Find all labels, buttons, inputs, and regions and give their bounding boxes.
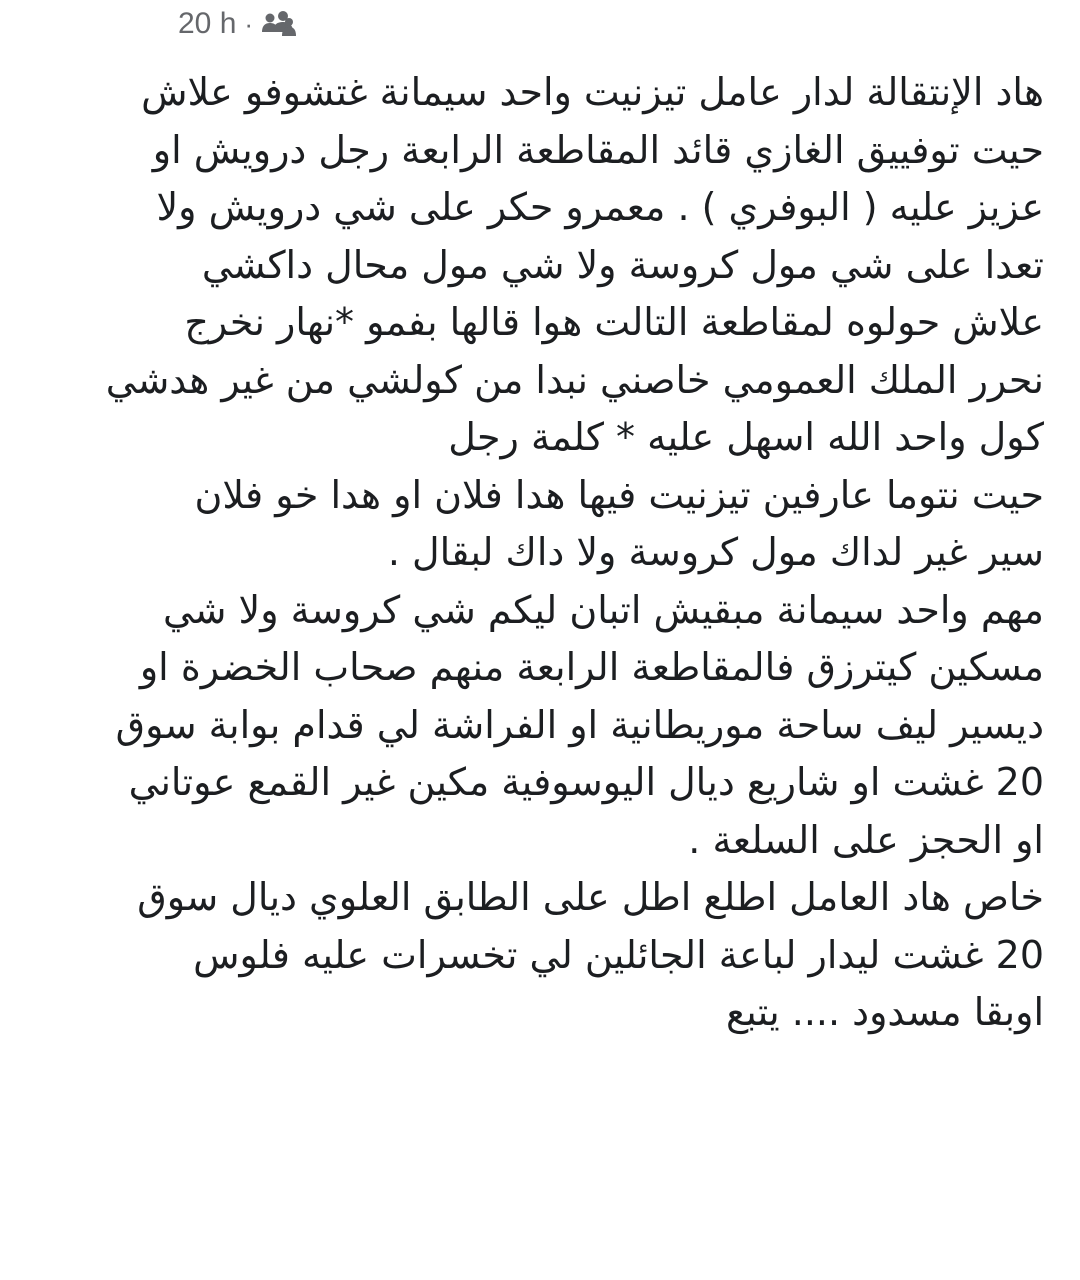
post-timestamp[interactable]: 20 h — [178, 7, 237, 40]
post-header — [178, 4, 297, 44]
post-body-text — [32, 64, 1044, 1042]
post-text-line: تعدا على شي مول كروسة ولا شي مول محال داكشي — [201, 242, 1044, 287]
post-text-line: نحرر الملك العمومي خاصني نبدا من كولشي من غير هدشي — [105, 357, 1044, 402]
post-text-line: خاص هاد العامل اطلع اطل على الطابق العلوي ديال سوق — [137, 875, 1044, 919]
post-text-line: اوبقا مسدود .... يتبع — [725, 990, 1044, 1034]
post-text-line: 20 غشت ليدار لباعة الجائلين لي تخسرات عليه فلوس — [193, 932, 1044, 977]
post-text-line: حيت نتوما عارفين تيزنيت فيها هدا فلان او هدا خو فلان — [194, 472, 1044, 517]
post-text-line: كول واحد الله اسهل عليه * كلمة رجل — [448, 415, 1044, 459]
post-text-line: سير غير لداك مول كروسة ولا داك لبقال . — [387, 530, 1044, 574]
post-text-line: مسكين كيترزق فالمقاطعة الرابعة منهم صحاب الخضرة او — [139, 645, 1044, 689]
post-text-line: مهم واحد سيمانة مبقيش اتبان ليكم شي كروسة ولا شي — [162, 587, 1044, 632]
post-text-line: او الحجز على السلعة . — [688, 817, 1044, 862]
friends-icon[interactable] — [261, 10, 297, 38]
post-text-line: عزيز عليه ( البوفري ) . معمرو حكر على شي درويش ولا — [156, 185, 1044, 229]
post-text-line: حيت توفييق الغازي قائد المقاطعة الرابعة رجل درويش او — [152, 127, 1044, 172]
post-text-line: هاد الإنتقالة لدار عامل تيزنيت واحد سيمانة غتشوفو علاش — [141, 70, 1044, 114]
post-text-line: ديسير ليف ساحة موريطانية او الفراشة لي قدام بوابة سوق — [115, 702, 1044, 747]
header-separator: · — [244, 8, 254, 39]
friends-icon-glyph — [261, 10, 297, 38]
post-text-line: علاش حولوه لمقاطعة التالت هوا قالها بفمو *نهار نخرج — [184, 300, 1044, 344]
post-text-line: 20 غشت او شاريع ديال اليوسوفية مكين غير القمع عوتاني — [128, 760, 1044, 804]
